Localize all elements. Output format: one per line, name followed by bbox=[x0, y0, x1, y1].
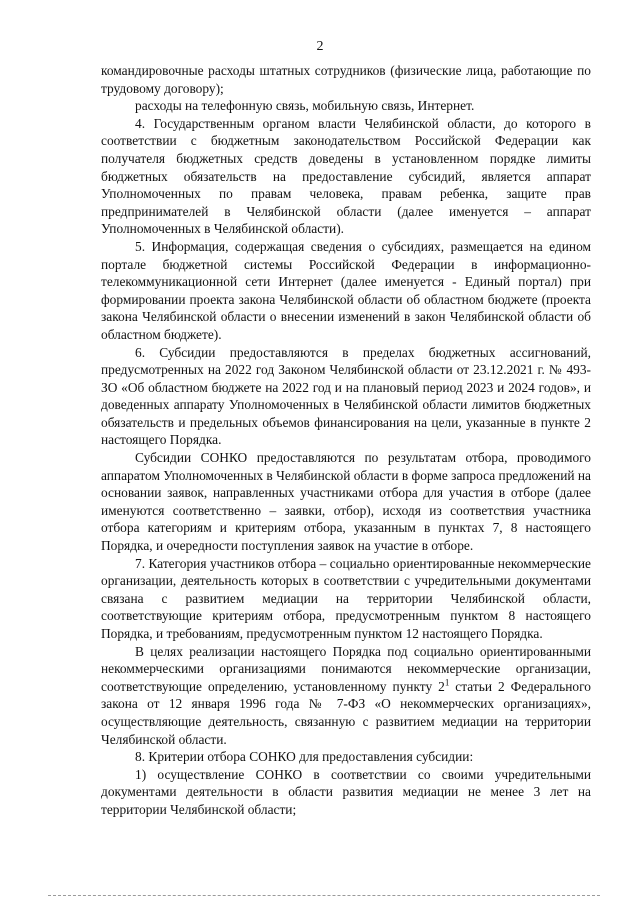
superscript-marker: 1 bbox=[444, 677, 450, 688]
paragraph-item-8: 8. Критерии отбора СОНКО для предоставления субсидии: bbox=[135, 749, 474, 765]
document-body bbox=[101, 62, 591, 819]
paragraph-business-trip-expenses: командировочные расходы штатных сотрудников (физические лица, работающие по трудовому договору); bbox=[101, 63, 591, 96]
page-bottom-divider bbox=[48, 895, 600, 896]
paragraph-item-7: 7. Категория участников отбора – социально ориентированные некоммерческие организации, деятельность которых в соответствии с учредительными документами связана с развитием медиации на территории Челябинской области, соответствующие критериям отбора, предусмотренным пунктом 8 настоящего Порядка, и требованиям, предусмотренным пунктом 12 настоящего Порядка. bbox=[101, 555, 591, 641]
paragraph-subsidies-selection: Субсидии СОНКО предоставляются по результатам отбора, проводимого аппаратом Уполномоченных в Челябинской области в форме запроса предложений на основании заявок, направленных участниками отбора для участия в отборе (далее именуются соответственно – заявки, отбор), исходя из соответствия участника отбора категориям и критериям отбора, указанным в пунктах 7, 8 настоящего Порядка, и очередности поступления заявок на участие в отборе. bbox=[101, 450, 591, 554]
paragraph-telephone-expenses: расходы на телефонную связь, мобильную связь, Интернет. bbox=[135, 98, 475, 114]
page-number: 2 bbox=[316, 39, 324, 54]
paragraph-item-5: 5. Информация, содержащая сведения о субсидиях, размещается на едином портале бюджетной системы Российской Федерации в информационно-телекоммуникационной сети Интернет (далее именуется - Единый портал) при формировании проекта закона Челябинской области об областном бюджете (проекта закона Челябинской области о внесении изменений в закон Челябинской области об областном бюджете). bbox=[101, 238, 591, 342]
sonko-definition-text-start: В целях реализации настоящего Порядка под социально ориентированными некоммерческими организациями понимаются некоммерческие организации, соответствующие определению, установленному пункту 2 bbox=[101, 643, 591, 694]
paragraph-criterion-1: 1) осуществление СОНКО в соответствии со своими учредительными документами деятельности в области развития медиации не менее 3 лет на территории Челябинской области; bbox=[101, 766, 591, 817]
paragraph-sonko-definition bbox=[101, 643, 591, 749]
paragraph-item-4: 4. Государственным органом власти Челябинской области, до которого в соответствии с бюджетным законодательством Российской Федерации как получателя бюджетных средств доведены в установленном порядке лимиты бюджетных обязательств на предоставление субсидий, является аппарат Уполномоченных по правам человека, правам ребенка, защите прав предпринимателей в Челябинской области (далее именуется – аппарат Уполномоченных в Челябинской области). bbox=[101, 115, 591, 237]
paragraph-item-6: 6. Субсидии предоставляются в пределах бюджетных ассигнований, предусмотренных на 2022 год Законом Челябинской области от 23.12.2021 г. № 493-ЗО «Об областном бюджете на 2022 год и на плановый период 2023 и 2024 годов», и доведенных аппарату Уполномоченных в Челябинской области лимитов бюджетных обязательств и предельных объемов финансирования на цели, указанные в пункте 2 настоящего Порядка. bbox=[101, 344, 591, 448]
sonko-definition-text-end: статьи 2 Федерального закона от 12 января 1996 года № 7-ФЗ «О некоммерческих организациях», осуществляющие деятельность, связанную с развитием медиации на территории Челябинской области. bbox=[101, 678, 591, 747]
